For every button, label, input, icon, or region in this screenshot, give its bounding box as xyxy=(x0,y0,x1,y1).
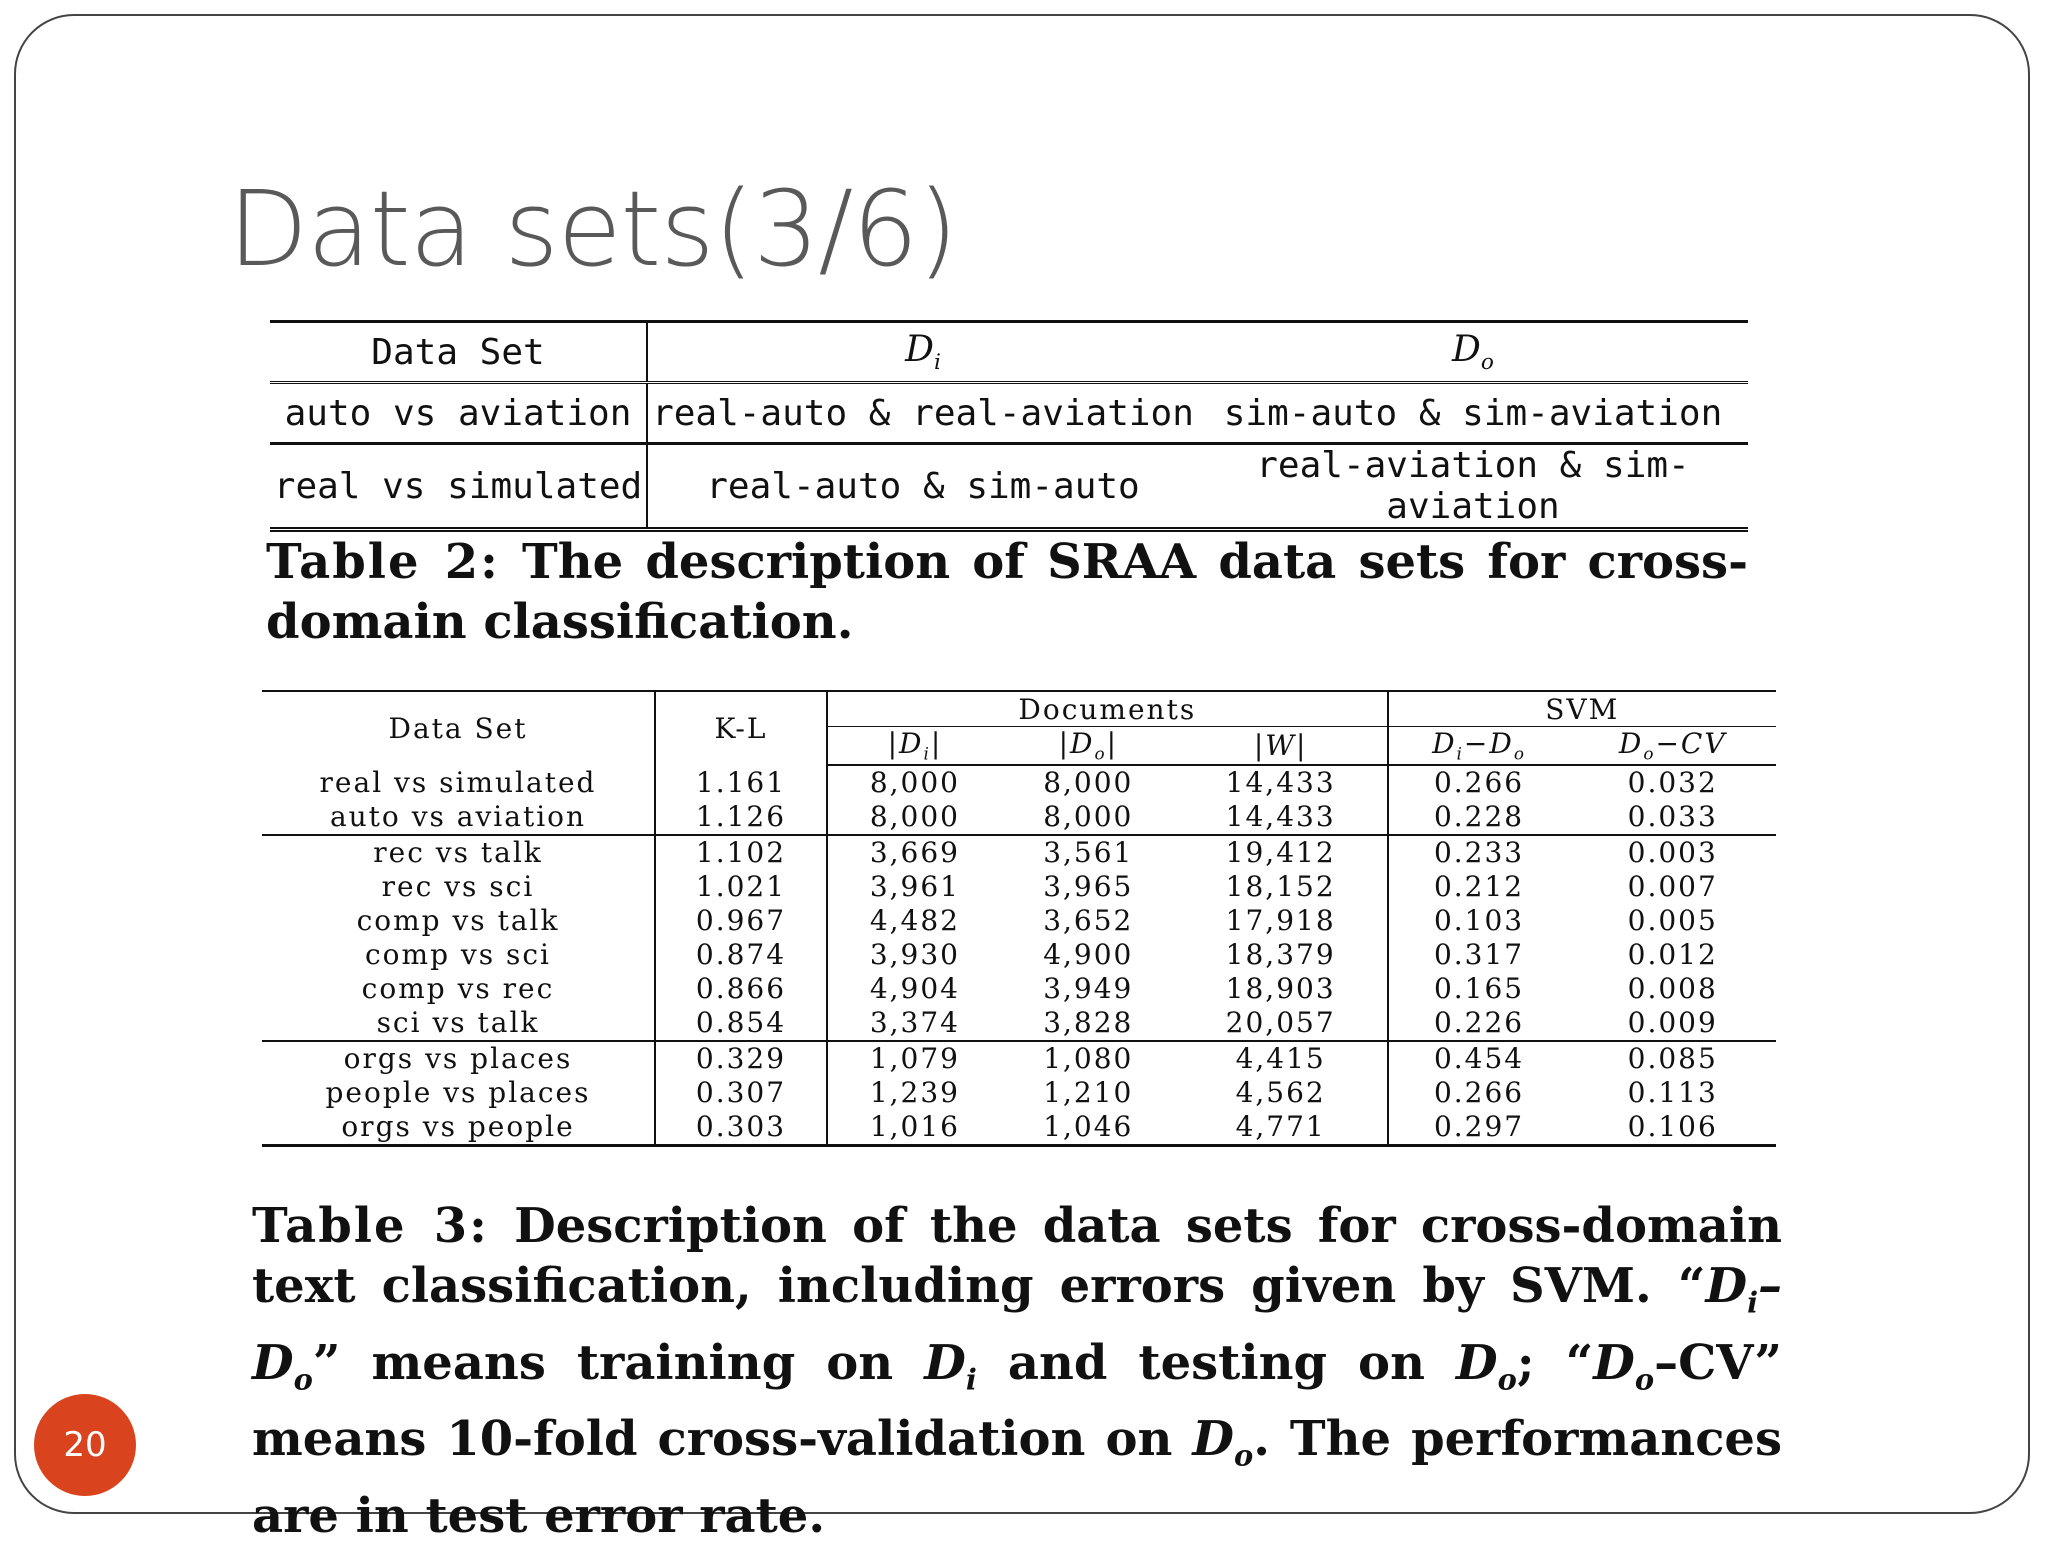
quote-open: “ xyxy=(1565,1334,1594,1391)
cell-do-count: 8,000 xyxy=(1043,800,1134,834)
q2-a-sub: o xyxy=(1634,1362,1655,1397)
table-row xyxy=(270,444,1748,530)
cell-dataset: auto vs aviation xyxy=(270,383,647,444)
cell-kl: 0.854 xyxy=(655,1006,827,1041)
q2-rest: –CV xyxy=(1654,1334,1755,1391)
cell-do-count: 1,046 xyxy=(1002,1110,1175,1146)
table-header-row xyxy=(270,322,1748,383)
header-do-count xyxy=(1002,727,1175,765)
cell-do: sim-auto & sim-aviation xyxy=(1198,383,1748,444)
cell-di-count: 1,239 xyxy=(869,1076,960,1110)
di-symbol: D xyxy=(924,1334,966,1391)
header-di xyxy=(647,322,1198,383)
header-di-symbol: D xyxy=(905,328,934,370)
table-row xyxy=(262,904,1776,938)
cell-w-count: 18,903 xyxy=(1175,972,1388,1006)
do1-sub: o xyxy=(1497,1362,1517,1397)
header-do-close: | xyxy=(1106,727,1118,760)
q1-b-sub: o xyxy=(293,1362,313,1397)
cell-dataset: people vs places xyxy=(262,1076,655,1110)
cell-svm-di-do: 0.228 xyxy=(1433,800,1525,834)
cell-svm-di-do: 0.233 xyxy=(1388,835,1570,870)
header-svm1-mid: −D xyxy=(1463,727,1514,760)
cell-svm-di-do: 0.103 xyxy=(1433,904,1525,938)
caption-do1 xyxy=(1456,1334,1535,1397)
cell-svm-do-cv: 0.007 xyxy=(1627,870,1718,904)
cell-di-count: 4,904 xyxy=(869,972,960,1006)
cell-do-count: 4,900 xyxy=(1043,938,1134,972)
cell-w-count: 4,562 xyxy=(1175,1076,1388,1110)
cell-svm-di-do: 0.226 xyxy=(1433,1006,1525,1040)
cell-kl: 0.307 xyxy=(655,1076,827,1110)
table-row xyxy=(262,835,1776,870)
cell-di-count: 4,482 xyxy=(869,904,960,938)
cell-w-count: 18,152 xyxy=(1175,870,1388,904)
cell-dataset: rec vs talk xyxy=(262,835,655,870)
cell-do-count: 3,949 xyxy=(1043,972,1134,1006)
cell-do-count: 1,080 xyxy=(1002,1041,1175,1076)
cell-svm-di-do: 0.317 xyxy=(1433,938,1525,972)
cell-dataset: real vs simulated xyxy=(262,765,655,800)
cell-dataset: comp vs sci xyxy=(262,938,655,972)
cell-dataset: real vs simulated xyxy=(270,444,647,530)
cell-di: real-auto & sim-auto xyxy=(647,444,1198,530)
header-w-count xyxy=(1175,727,1388,765)
cell-w-count: 4,415 xyxy=(1175,1041,1388,1076)
cell-do-count: 3,561 xyxy=(1002,835,1175,870)
table-row xyxy=(262,870,1776,904)
cell-dataset: comp vs talk xyxy=(262,904,655,938)
header-svm1-a: D xyxy=(1432,727,1457,760)
table-group-reuters xyxy=(262,1041,1776,1146)
header-do-symbol: D xyxy=(1452,328,1481,370)
header-do xyxy=(1198,322,1748,383)
cell-do-count: 1,210 xyxy=(1043,1076,1134,1110)
header-do-symbol: |D xyxy=(1058,727,1095,760)
cell-svm-di-do: 0.266 xyxy=(1433,766,1525,800)
cell-kl: 1.102 xyxy=(655,835,827,870)
caption-part4: means 10-fold cross-validation on xyxy=(252,1411,1173,1468)
cell-dataset: sci vs talk xyxy=(262,1006,655,1041)
table-group-sraa xyxy=(262,765,1776,835)
q2-a: D xyxy=(1593,1334,1635,1391)
cell-svm-di-do: 0.297 xyxy=(1388,1110,1570,1146)
cell-kl: 1.021 xyxy=(655,870,827,904)
header-documents: Documents xyxy=(827,691,1388,727)
cell-w-count: 20,057 xyxy=(1175,1006,1388,1041)
cell-di-count: 1,016 xyxy=(827,1110,1002,1146)
table-row xyxy=(262,1041,1776,1076)
do2-sub: o xyxy=(1233,1438,1254,1473)
table-row xyxy=(262,1006,1776,1041)
quote-close: ” xyxy=(312,1334,341,1391)
do1-symbol: D xyxy=(1456,1334,1498,1391)
q1-a-sub: i xyxy=(1747,1285,1759,1320)
cell-svm-do-cv: 0.085 xyxy=(1569,1041,1776,1076)
page-number-badge: 20 xyxy=(34,1394,136,1496)
header-w-symbol: |W| xyxy=(1253,728,1308,762)
table-row xyxy=(262,938,1776,972)
cell-svm-do-cv: 0.009 xyxy=(1627,1006,1718,1040)
table-row xyxy=(262,1076,1776,1110)
table2-caption xyxy=(266,532,1748,652)
cell-di-count: 3,669 xyxy=(827,835,1002,870)
cell-svm-do-cv: 0.033 xyxy=(1627,800,1718,834)
header-svm-do-cv xyxy=(1569,727,1776,765)
cell-svm-do-cv: 0.012 xyxy=(1627,938,1718,972)
di-sub: i xyxy=(965,1362,977,1397)
cell-di-count: 8,000 xyxy=(869,800,960,834)
header-svm: SVM xyxy=(1388,691,1776,727)
cell-di: real-auto & real-aviation xyxy=(647,383,1198,444)
cell-dataset: rec vs sci xyxy=(262,870,655,904)
cell-do-count: 8,000 xyxy=(1043,766,1134,800)
cell-kl: 0.303 xyxy=(655,1110,827,1146)
table-row xyxy=(262,765,1776,800)
cell-w-count: 18,379 xyxy=(1175,938,1388,972)
cell-w-count: 14,433 xyxy=(1175,800,1388,835)
cell-dataset: orgs vs people xyxy=(262,1110,655,1146)
header-svm2-a-sub: o xyxy=(1643,743,1656,764)
table-row xyxy=(262,972,1776,1006)
cell-dataset: auto vs aviation xyxy=(262,800,655,835)
header-svm2-rest: −CV xyxy=(1655,727,1727,760)
table2-caption-label: Table 2: xyxy=(266,534,500,590)
header-svm1-b-sub: o xyxy=(1513,743,1526,764)
header-di-close: | xyxy=(930,727,943,760)
header-svm1-a-sub: i xyxy=(1456,743,1464,764)
cell-w-count: 17,918 xyxy=(1175,904,1388,938)
header-di-symbol: |D xyxy=(887,727,924,760)
cell-do-count: 3,828 xyxy=(1043,1006,1134,1040)
period: . xyxy=(1253,1411,1270,1468)
cell-svm-do-cv: 0.008 xyxy=(1627,972,1718,1006)
cell-kl: 0.874 xyxy=(655,938,827,972)
header-do-sub: o xyxy=(1094,743,1107,764)
cell-svm-di-do: 0.266 xyxy=(1433,1076,1525,1110)
header-di-count xyxy=(827,727,1002,765)
cell-kl: 0.866 xyxy=(655,972,827,1006)
header-svm2-a: D xyxy=(1618,727,1644,760)
table-row xyxy=(262,1110,1776,1146)
q1-dash: – xyxy=(1758,1258,1783,1314)
cell-dataset: orgs vs places xyxy=(262,1041,655,1076)
cell-svm-do-cv: 0.005 xyxy=(1627,904,1718,938)
table3-caption-line1: Description of the data sets for cross-domain text classification, including errors given by SVM. xyxy=(252,1198,1783,1314)
cell-w-count: 4,771 xyxy=(1175,1110,1388,1146)
q1-b: D xyxy=(252,1334,294,1391)
caption-part2: means training on xyxy=(371,1334,894,1391)
cell-di-count: 3,374 xyxy=(869,1006,960,1040)
table2-caption-text: The description of SRAA data sets for cross-domain classification. xyxy=(266,534,1748,650)
table-row xyxy=(262,800,1776,835)
header-do-sub: o xyxy=(1480,350,1494,376)
header-dataset: Data Set xyxy=(262,691,655,765)
cell-svm-do-cv: 0.113 xyxy=(1627,1076,1718,1110)
cell-di-count: 3,930 xyxy=(869,938,960,972)
cell-kl: 1.126 xyxy=(655,800,827,835)
semicolon: ; xyxy=(1516,1334,1535,1391)
table3-caption xyxy=(252,1196,1782,1546)
header-dataset: Data Set xyxy=(270,322,647,383)
cell-w-count: 14,433 xyxy=(1175,765,1388,800)
cell-svm-di-do: 0.212 xyxy=(1433,870,1525,904)
cell-do-count: 3,965 xyxy=(1043,870,1134,904)
table-header-row xyxy=(262,691,1776,727)
slide-title: Data sets(3/6) xyxy=(228,168,958,290)
cell-svm-do-cv: 0.032 xyxy=(1627,766,1718,800)
cell-dataset: comp vs rec xyxy=(262,972,655,1006)
header-di-sub: i xyxy=(933,350,941,376)
caption-do2 xyxy=(1192,1411,1270,1473)
cell-do-count: 3,652 xyxy=(1043,904,1134,938)
table3-caption-label: Table 3: xyxy=(252,1198,489,1254)
caption-quote-2 xyxy=(1565,1334,1783,1397)
header-di-sub: i xyxy=(923,743,931,764)
q1-a: D xyxy=(1705,1258,1748,1314)
table-row xyxy=(270,383,1748,444)
quote-close: ” xyxy=(1754,1334,1783,1391)
cell-di-count: 1,079 xyxy=(827,1041,1002,1076)
do2-symbol: D xyxy=(1192,1411,1234,1468)
sraa-table xyxy=(270,320,1748,532)
cell-svm-do-cv: 0.106 xyxy=(1569,1110,1776,1146)
table-group-20newsgroups xyxy=(262,835,1776,1041)
cell-kl: 0.967 xyxy=(655,904,827,938)
caption-di xyxy=(924,1334,977,1397)
cell-kl: 1.161 xyxy=(655,765,827,800)
cell-svm-di-do: 0.454 xyxy=(1388,1041,1570,1076)
cell-svm-di-do: 0.165 xyxy=(1433,972,1525,1006)
quote-open: “ xyxy=(1677,1258,1706,1314)
header-svm-di-do xyxy=(1388,727,1570,765)
cell-w-count: 19,412 xyxy=(1175,835,1388,870)
cell-di-count: 3,961 xyxy=(869,870,960,904)
cell-kl: 0.329 xyxy=(655,1041,827,1076)
cell-do: real-aviation & sim-aviation xyxy=(1198,444,1748,530)
cell-svm-do-cv: 0.003 xyxy=(1569,835,1776,870)
header-kl: K-L xyxy=(655,691,827,765)
datasets-table xyxy=(262,690,1776,1147)
cell-di-count: 8,000 xyxy=(869,766,960,800)
caption-last: The performances are in test error rate. xyxy=(252,1411,1782,1544)
caption-part3: and testing on xyxy=(1007,1334,1425,1391)
